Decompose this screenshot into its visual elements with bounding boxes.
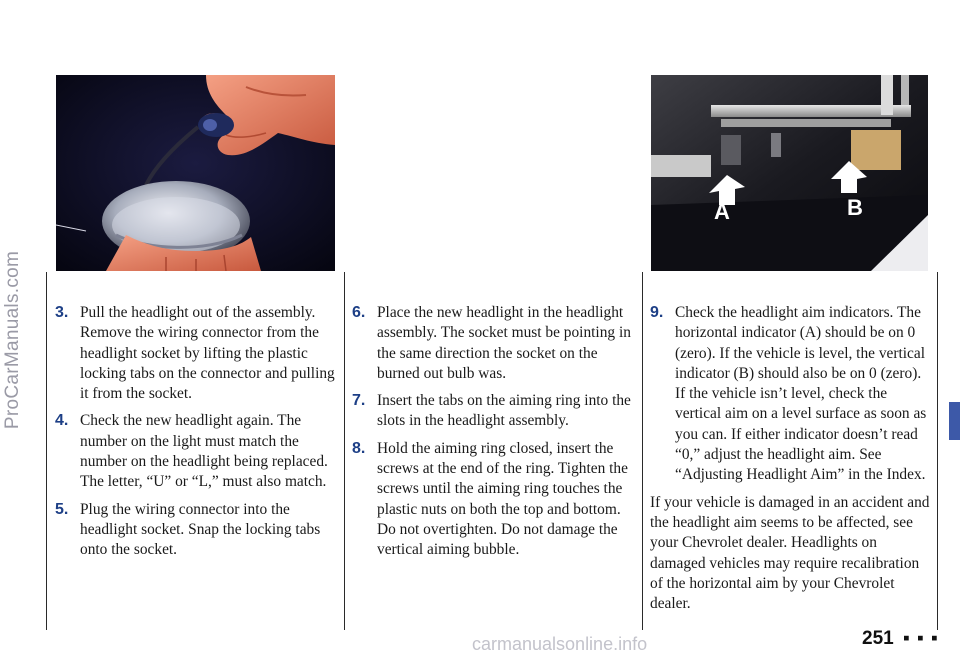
- step-text: Hold the aiming ring closed, insert the screws at the end of the ring. Tighten the screws until the aiming ring touches the plastic nuts on both the top and bottom. Do not overtighten. Do not damage the vertical aiming bubble.: [377, 439, 628, 559]
- label-a: A: [714, 199, 730, 224]
- step-number: 8.: [352, 439, 366, 457]
- column-divider-2: [642, 272, 643, 630]
- left-photo: [56, 75, 335, 271]
- step-number: 9.: [650, 304, 664, 321]
- column-3: [650, 303, 932, 614]
- step-text: Pull the headlight out of the assembly. Remove the wiring connector from the headlight socket by lifting the plastic locking tabs on the connector and pulling it from the socket.: [80, 304, 335, 403]
- step-5: [55, 500, 340, 561]
- step-number: 5.: [55, 500, 69, 518]
- step-text: Insert the tabs on the aiming ring into the slots in the headlight assembly.: [377, 392, 631, 430]
- step-6: [352, 303, 636, 384]
- side-watermark-text: ProCarManuals.com: [2, 250, 23, 430]
- aim-indicators-illustration: [651, 75, 928, 271]
- right-margin-line: [937, 272, 938, 630]
- side-watermark: [2, 80, 24, 600]
- column-1: [55, 303, 340, 568]
- bottom-watermark: carmanualsonline.info: [472, 634, 648, 654]
- step-7: [352, 391, 636, 432]
- step-3: [55, 303, 340, 404]
- step-text: Check the new headlight again. The number on the light must match the number on the headlight being replaced. The letter, “U” or “L,” must also match.: [80, 412, 328, 491]
- step-4: [55, 411, 340, 492]
- closing-paragraph: If your vehicle is damaged in an accident and the headlight aim seems to be affected, see your Chevrolet dealer. Headlights on damaged vehicles may require recalibration of the horizontal aim by your Chevrolet dealer.: [650, 493, 930, 613]
- page-marker: ▪ ▪ ▪: [903, 628, 939, 649]
- step-number: 4.: [55, 412, 69, 430]
- step-number: 7.: [352, 392, 366, 410]
- step-8: [352, 439, 636, 561]
- step-text: Place the new headlight in the headlight assembly. The socket must be pointing in the same direction the socket on the burned out bulb was.: [377, 304, 631, 382]
- left-margin-line: [46, 272, 47, 630]
- step-number: 6.: [352, 304, 366, 321]
- label-b: B: [847, 195, 863, 220]
- headlight-removal-illustration: [56, 75, 335, 271]
- page-number: 251: [862, 628, 894, 649]
- section-tab-marker: [949, 402, 960, 440]
- right-photo: [651, 75, 928, 271]
- step-text: Check the headlight aim indicators. The horizontal indicator (A) should be on 0 (zero). If the vehicle is level, the vertical indicator (B) should also be on 0 (zero). If the vehicle isn’t level, check the vertical aim on a level surface as soon as you can. If either indicator doesn’t read “0,” adjust the headlight aim. See “Adjusting Headlight Aim” in the Index.: [675, 304, 927, 484]
- step-9: [650, 303, 932, 486]
- column-2: [352, 303, 636, 568]
- column-divider-1: [344, 272, 345, 630]
- step-number: 3.: [55, 304, 69, 321]
- step-text: Plug the wiring connector into the headlight socket. Snap the locking tabs onto the socket.: [80, 500, 321, 559]
